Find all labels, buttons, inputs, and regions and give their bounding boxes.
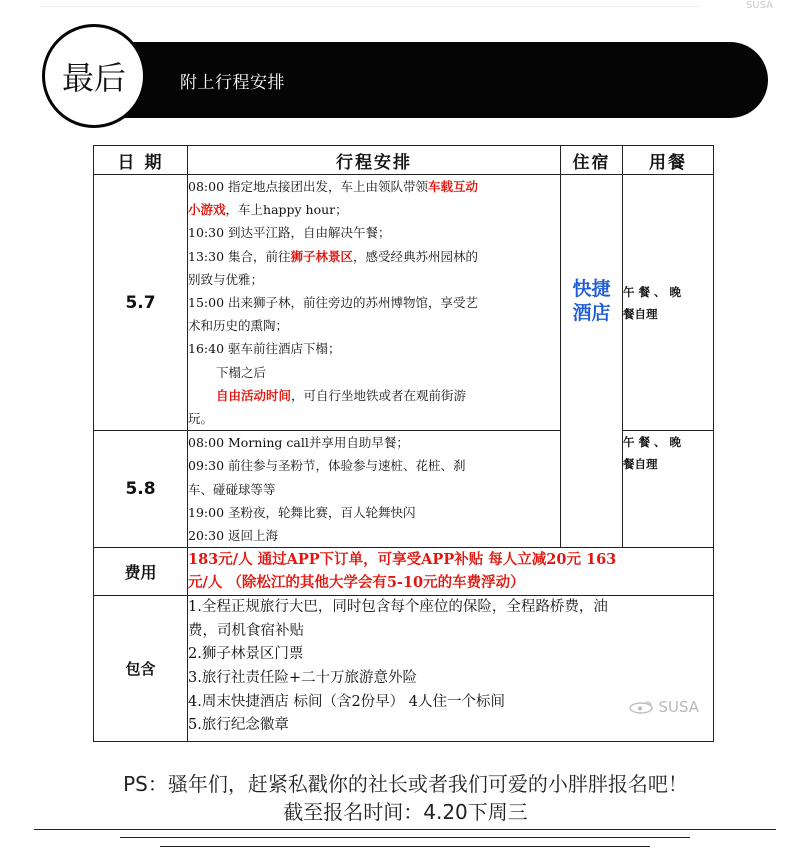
hotel-line2: 酒店 [572,302,611,325]
ps-line2: 截至报名时间：4.20下周三 [283,800,528,824]
footer-rule-2 [120,837,690,838]
table-row-fee [94,548,714,596]
include-line: 4.周末快捷酒店 标间（含2份早） 4人住一个标间 [188,693,506,710]
plan-line: 20:30 返回上海 [188,528,278,544]
day2-date: 5.8 [94,431,188,548]
plan-line: 13:30 集合，前往狮子林景区，感受经典苏州园林的 [188,248,479,264]
table-row-day1 [94,175,714,431]
day2-meal [623,431,714,548]
susa-watermark [628,696,699,720]
day1-meal [623,175,714,431]
plan-line: 15:00 出来狮子林，前往旁边的苏州博物馆，享受艺 [188,295,478,311]
top-divider [40,6,700,7]
plan-line: 10:30 到达平江路，自由解决午餐； [188,225,391,241]
include-label: 包含 [94,596,188,742]
table-header-row [94,146,714,175]
day2-plan [188,431,561,548]
plan-line: 08:00 Morning call并享用自助早餐； [188,435,409,451]
fee-line2: 元/人 （除松江的其他大学会有5-10元的车费浮动） [188,574,525,592]
include-line: 5.旅行纪念徽章 [188,717,289,734]
header-date: 日 期 [94,146,188,175]
footer-rule-3 [160,846,650,847]
plan-line: 别致与优雅； [188,271,264,287]
plan-line: 车、碰碰球等等 [188,481,276,497]
susa-watermark-text: SUSA [658,697,699,716]
weibo-logo-icon [628,700,654,714]
plan-line: 自由活动时间，可自行坐地铁或者在观前街游 [216,387,467,403]
header-plan: 行程安排 [188,146,561,175]
badge-text: 最后 [61,59,126,97]
meal-line2: 餐自理 [623,457,658,472]
day1-date: 5.7 [94,175,188,431]
fee-label: 费用 [94,548,188,596]
plan-line: 19:00 圣粉夜，轮舞比赛，百人轮舞快闪 [188,504,416,520]
plan-line: 08:00 指定地点接团出发，车上由领队带领车载互动 [188,179,479,194]
hotel-cell [561,175,623,548]
plan-line: 下榻之后 [216,364,267,380]
plan-line: 玩。 [188,411,214,427]
meal-line1: 午 餐 、 晚 [623,435,682,450]
itinerary-table [93,145,714,742]
top-watermark: SUSA [745,0,773,11]
header-meal: 用餐 [623,146,714,175]
meal-line2: 餐自理 [623,306,658,321]
section-badge [42,24,146,128]
banner-title: 附上行程安排 [180,73,285,93]
meal-line1: 午 餐 、 晚 [623,284,682,299]
plan-line: 小游戏，车上happy hour； [188,202,348,218]
hotel-line1: 快捷 [572,278,611,301]
ps-line1: PS：骚年们，赶紧私戳你的社长或者我们可爱的小胖胖报名吧！ [123,772,688,796]
include-line: 3.旅行社责任险+二十万旅游意外险 [188,670,417,687]
header-hotel: 住宿 [561,146,623,175]
include-line: 1.全程正规旅行大巴，同时包含每个座位的保险，全程路桥费，油 [188,599,608,616]
section-banner [92,42,768,118]
include-text [188,596,714,742]
plan-line: 16:40 驱车前往酒店下榻； [188,341,341,357]
include-line: 费，司机食宿补贴 [188,622,304,639]
fee-text [188,548,714,596]
footer-rule-1 [34,829,776,830]
plan-line: 术和历史的熏陶； [188,318,289,334]
day1-plan [188,175,561,431]
plan-line: 09:30 前往参与圣粉节，体验参与速桩、花桩、刹 [188,458,466,474]
include-line: 2.狮子林景区门票 [188,646,304,663]
table-row-include [94,596,714,742]
fee-line1: 183元/人 通过APP下订单，可享受APP补贴 每人立减20元 163 [188,551,617,569]
